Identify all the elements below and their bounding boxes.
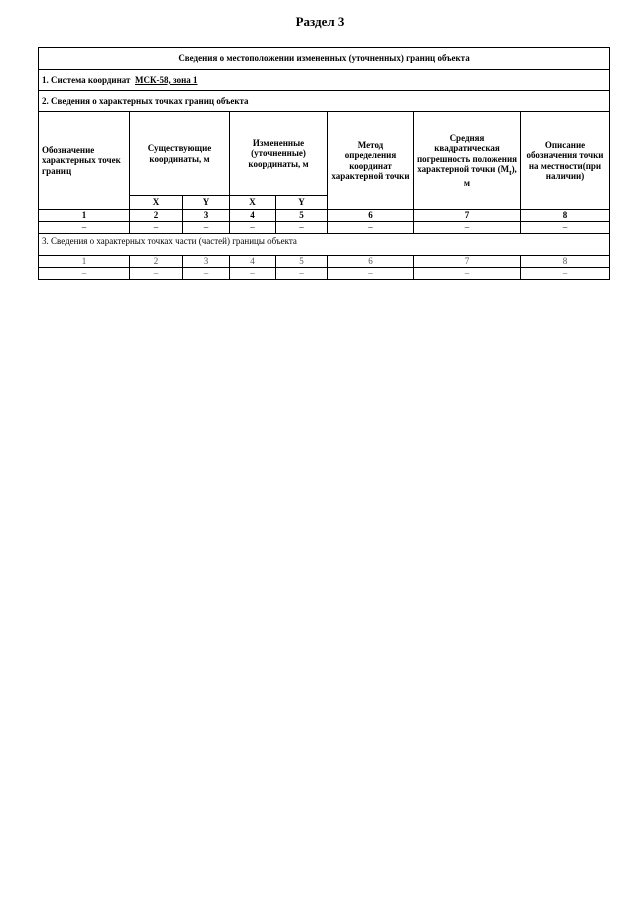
header-changed-y: Y [276, 196, 328, 210]
empty-cell: – [130, 268, 183, 280]
mean-error-subscript: t [509, 167, 512, 177]
column-number: 5 [276, 210, 328, 222]
column-number: 8 [521, 256, 610, 268]
mean-error-unit: ), м [463, 164, 517, 188]
column-number: 1 [39, 210, 130, 222]
section2-label: 2. Сведения о характерных точках границ объекта [39, 91, 610, 112]
section3-label: 3. Сведения о характерных точках части (частей) границы объекта [39, 234, 610, 256]
column-number: 5 [276, 256, 328, 268]
header-row [39, 112, 610, 196]
mean-error-text: Средняя квадратическая погрешность положения характерной точки (M [417, 133, 518, 175]
empty-cell: – [328, 222, 414, 234]
header-description: Описание обозначения точки на местности(при наличии) [521, 112, 610, 210]
empty-cell: – [414, 268, 521, 280]
header-mean-error [414, 112, 521, 210]
empty-cell: – [521, 222, 610, 234]
part-empty-data-row [39, 268, 610, 280]
coordinate-system-label: 1. Система координат [42, 74, 131, 85]
header-existing-y: Y [183, 196, 230, 210]
header-point-designation: Обозначение характерных точек границ [39, 112, 130, 210]
empty-cell: – [414, 222, 521, 234]
column-number: 4 [230, 256, 276, 268]
empty-cell: – [328, 268, 414, 280]
column-number: 2 [130, 210, 183, 222]
column-number: 4 [230, 210, 276, 222]
column-number: 3 [183, 210, 230, 222]
empty-data-row [39, 222, 610, 234]
empty-cell: – [521, 268, 610, 280]
column-number: 3 [183, 256, 230, 268]
column-numbers-row [39, 210, 610, 222]
coordinate-system-row [39, 70, 610, 91]
empty-cell: – [130, 222, 183, 234]
empty-cell: – [39, 268, 130, 280]
header-method: Метод определения координат характерной точки [328, 112, 414, 210]
empty-cell: – [39, 222, 130, 234]
empty-cell: – [183, 268, 230, 280]
boundary-points-table [38, 47, 610, 280]
empty-cell: – [230, 268, 276, 280]
column-number: 7 [414, 210, 521, 222]
column-number: 2 [130, 256, 183, 268]
empty-cell: – [276, 268, 328, 280]
column-number: 7 [414, 256, 521, 268]
column-number: 1 [39, 256, 130, 268]
section3-row [39, 234, 610, 256]
empty-cell: – [183, 222, 230, 234]
coordinate-system-value: МСК-58, зона 1 [134, 74, 198, 85]
header-changed-coordinates: Измененные (уточненные) координаты, м [230, 112, 328, 196]
column-number: 8 [521, 210, 610, 222]
section2-row [39, 91, 610, 112]
table-caption: Сведения о местоположении измененных (уточненных) границ объекта [39, 48, 610, 70]
empty-cell: – [276, 222, 328, 234]
empty-cell: – [230, 222, 276, 234]
header-existing-x: X [130, 196, 183, 210]
column-number: 6 [328, 210, 414, 222]
section-title: Раздел 3 [295, 14, 345, 29]
column-number: 6 [328, 256, 414, 268]
caption-row [39, 48, 610, 70]
part-column-numbers-row [39, 256, 610, 268]
coordinate-system-cell [39, 70, 610, 91]
header-existing-coordinates: Существующие координаты, м [130, 112, 230, 196]
header-changed-x: X [230, 196, 276, 210]
